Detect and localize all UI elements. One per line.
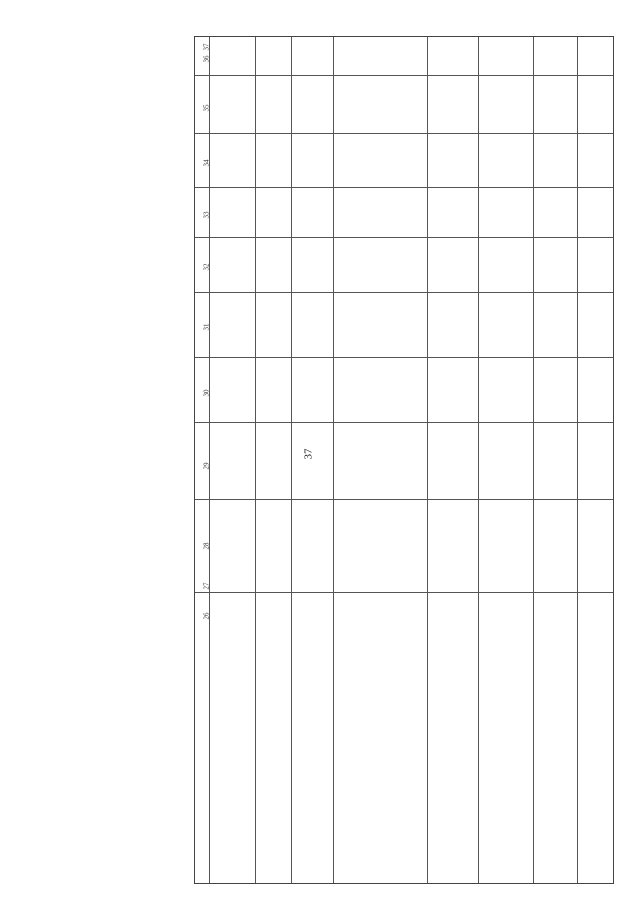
budget-table [194, 36, 614, 884]
grid-line [478, 37, 479, 883]
column-number: 30 [202, 389, 211, 397]
grid-line [577, 37, 578, 883]
column-number: 32 [202, 263, 211, 271]
grid-line [533, 37, 534, 883]
grid-line [195, 357, 613, 358]
column-number: 27 [202, 582, 211, 590]
grid-line [255, 37, 256, 883]
grid-line [195, 592, 613, 593]
column-number: 31 [202, 323, 211, 331]
column-number: 28 [202, 542, 211, 550]
column-number: 37 [202, 43, 211, 51]
grid-line [195, 187, 613, 188]
grid-line [195, 422, 613, 423]
grid-line [195, 133, 613, 134]
grid-line [195, 75, 613, 76]
column-number: 29 [202, 462, 211, 470]
grid-line [291, 37, 292, 883]
grid-line [195, 237, 613, 238]
column-number: 35 [202, 104, 211, 112]
column-number: 26 [202, 612, 211, 620]
column-number: 33 [202, 211, 211, 219]
page-number: 37 [302, 448, 315, 460]
grid-line [427, 37, 428, 883]
grid-line [333, 37, 334, 883]
column-number: 36 [202, 55, 211, 63]
column-number: 34 [202, 159, 211, 167]
grid-line [195, 499, 613, 500]
grid-line [195, 292, 613, 293]
